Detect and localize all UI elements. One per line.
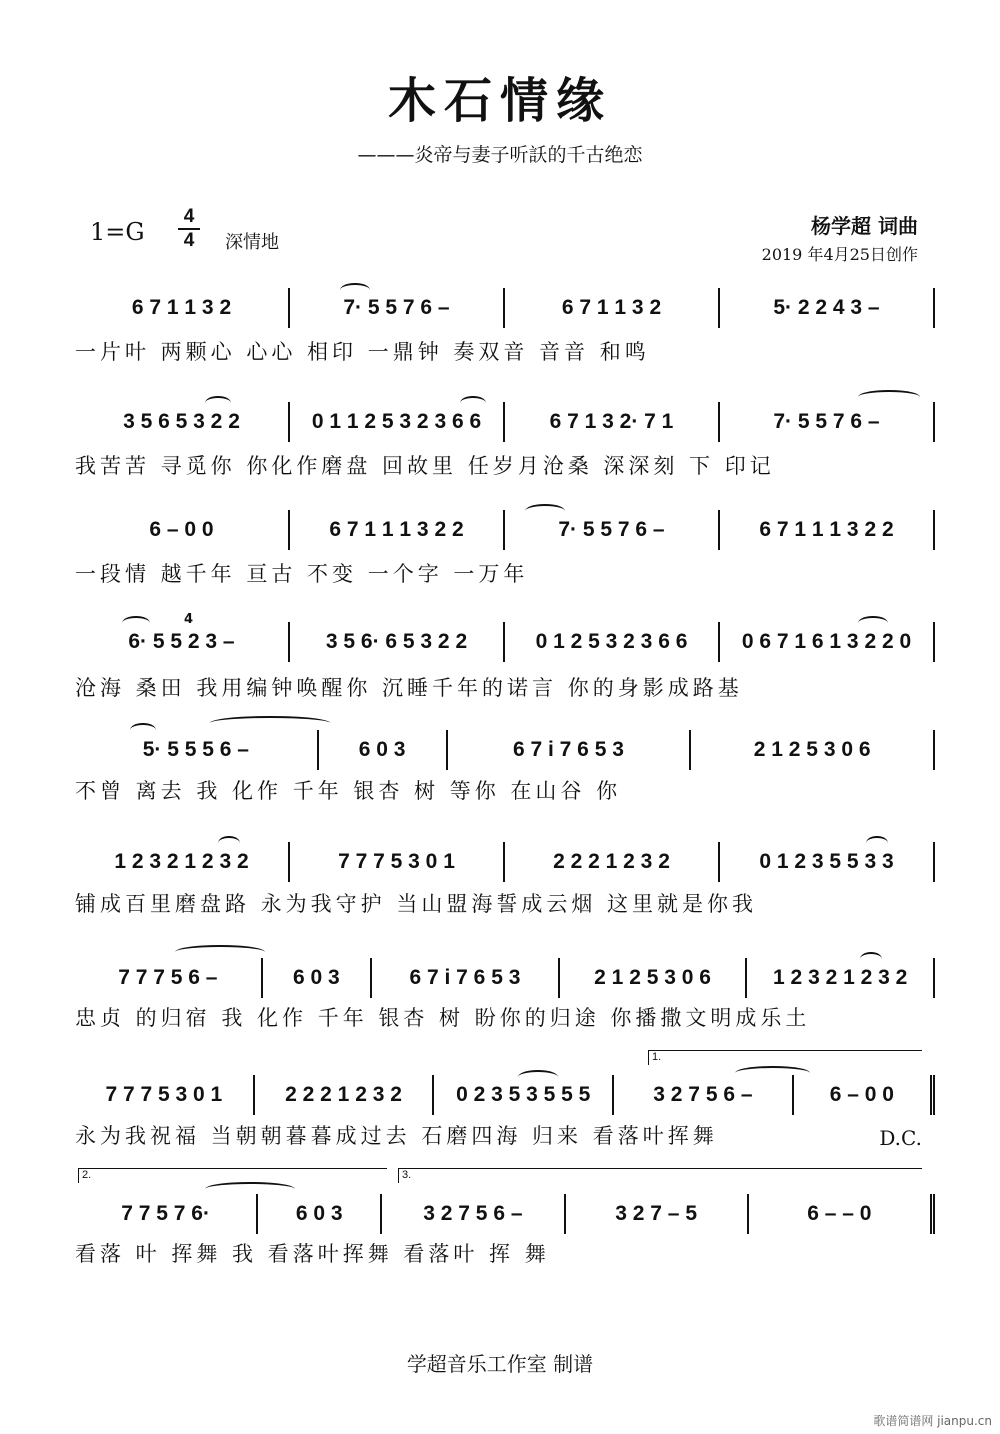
studio-credit: 学超音乐工作室 制谱 [406,1352,594,1376]
slur-mark [525,504,565,518]
lyrics-row-3: 一段情 越千年 亘古 不变 一个字 一万年 [75,562,529,586]
measure: 6 7 i 7 6 5 3 [370,958,558,998]
measure: 6 7 1 1 1 3 2 2 [718,510,935,550]
measure: 6 7 1 3 2· 7 1 [503,402,718,442]
slur-mark [518,1070,558,1084]
lyrics-row-7: 忠贞 的归宿 我 化作 千年 银杏 树 盼你的归途 你播撒文明成乐土 [75,1006,811,1030]
page-subtitle: ———炎帝与妻子听訞的千古绝恋 [357,144,643,166]
site-watermark: 歌谱简谱网 jianpu.cn [873,1414,992,1428]
staff-row-8 [75,1075,935,1115]
measure: 0 1 2 5 3 2 3 6 6 [503,622,718,662]
time-sig-denominator: 4 [183,230,195,251]
lyrics-row-2: 我苦苦 寻觅你 你化作磨盘 回故里 任岁月沧桑 深深刻 下 印记 [75,454,775,478]
staff-row-6 [75,842,935,882]
tempo-marking: 深情地 [225,232,279,253]
measure: 1 2 3 2 1 2 3 2 [114,850,249,873]
key-signature: 1=G [90,218,145,246]
measure: 5· 2 2 4 3 – [718,288,935,328]
measure: 2 2 2 1 2 3 2 [503,842,718,882]
measure: 6 0 3 [256,1194,380,1234]
measure: 6 0 3 [317,730,446,770]
measure: 7· 5 5 7 6 – [503,510,718,550]
slur-mark [340,283,370,297]
staff-row-2 [75,402,935,442]
measure: 0 6 7 1 6 1 3 2 2 0 [718,622,935,662]
slur-mark [858,616,888,630]
slur-mark [860,952,882,966]
slur-mark [122,616,150,630]
measure: 3 5 6 5 3 2 2 [123,410,240,433]
slur-mark [866,836,888,850]
composer-credit: 杨学超 词曲 [811,214,918,238]
slur-mark [460,396,486,410]
staff-row-5 [75,730,935,770]
measure: 1 2 3 2 1 2 3 2 [745,958,935,998]
measure: 5· 5 5 5 6 – [142,738,249,761]
slur-mark [210,716,330,730]
volta-bracket: 1. [648,1050,922,1065]
measure: 7 7 7 5 3 0 1 [288,842,503,882]
staff-row-1 [75,288,935,328]
grace-note: 4 [184,612,194,627]
slur-mark [205,396,231,410]
slur-mark [735,1066,810,1080]
slur-mark [218,836,240,850]
measure: 6 7 1 1 3 2 [503,288,718,328]
staff-row-7 [75,958,935,998]
slur-mark [205,1182,295,1196]
measure: 7 7 5 7 6· [121,1202,210,1225]
measure: 3 2 7 5 6 – [380,1194,563,1234]
measure: 7· 5 5 7 6 – [288,288,503,328]
slur-mark [858,390,920,404]
measure: 0 2 3 5 3 5 5 5 [432,1075,612,1115]
page-title: 木石情缘 [387,73,612,129]
measure: 0 1 1 2 5 3 2 3 6 6 [288,402,503,442]
lyrics-row-6: 铺成百里磨盘路 永为我守护 当山盟海誓成云烟 这里就是你我 [75,892,758,916]
measure: 3 5 6· 6 5 3 2 2 [288,622,503,662]
measure: 6 7 1 1 3 2 [131,296,232,319]
measure: 6· 5 5 2 3 – [128,630,235,653]
time-signature [178,206,200,252]
lyrics-row-8: 永为我祝福 当朝朝暮暮成过去 石磨四海 归来 看落叶挥舞 [75,1124,718,1148]
lyrics-row-9: 看落 叶 挥舞 我 看落叶挥舞 看落叶 挥 舞 [75,1242,550,1266]
lyrics-row-1: 一片叶 两颗心 心心 相印 一鼎钟 奏双音 音音 和鸣 [75,340,650,364]
lyrics-row-4: 沧海 桑田 我用编钟唤醒你 沉睡千年的诺言 你的身影成路基 [75,676,743,700]
staff-row-4 [75,622,935,662]
measure: 6 – – 0 [747,1194,935,1234]
measure: 0 1 2 3 5 5 3 3 [718,842,935,882]
slur-mark [175,945,265,959]
volta-bracket: 2. [78,1168,387,1183]
measure: 3 2 7 – 5 [564,1194,747,1234]
measure: 6 – 0 0 [149,518,214,541]
measure: 2 1 2 5 3 0 6 [689,730,935,770]
measure: 7· 5 5 7 6 – [718,402,935,442]
measure: 6 7 1 1 1 3 2 2 [288,510,503,550]
volta-bracket: 3. [398,1168,922,1183]
measure: 3 2 7 5 6 – [612,1075,792,1115]
slur-mark [130,723,156,737]
time-sig-numerator: 4 [178,206,200,230]
measure: 2 2 2 1 2 3 2 [253,1075,433,1115]
creation-date: 2019 年4月25日创作 [761,245,918,264]
measure: 2 1 2 5 3 0 6 [558,958,746,998]
measure: 6 – 0 0 [792,1075,935,1115]
lyrics-row-5: 不曾 离去 我 化作 千年 银杏 树 等你 在山谷 你 [75,779,622,803]
measure: 6 7 i 7 6 5 3 [446,730,690,770]
da-capo-marking: D.C. [879,1126,922,1150]
staff-row-9 [75,1194,935,1234]
measure: 6 0 3 [261,958,371,998]
measure: 7 7 7 5 6 – [118,966,218,989]
measure: 7 7 7 5 3 0 1 [105,1083,223,1106]
staff-row-3 [75,510,935,550]
